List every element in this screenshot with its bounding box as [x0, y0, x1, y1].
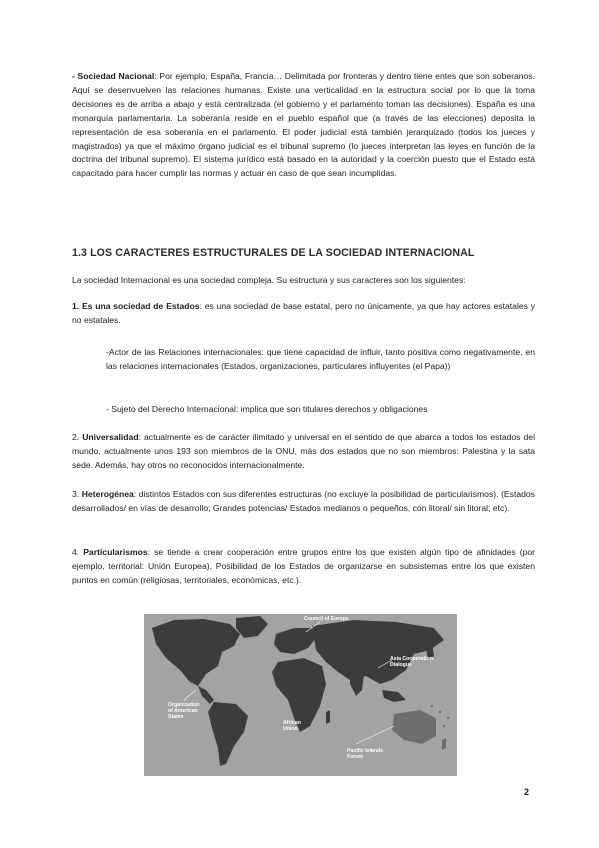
world-organizations-map [144, 614, 457, 776]
subitem-actor: -Actor de las Relaciones internacionales: que tiene capacidad de influir, tanto positiva como negativamente, en las relaciones internacionales (Estados, organizaciones, particulares influyentes (el Papa)) [106, 347, 535, 371]
item-sociedad-de-estados: 1. Es una sociedad de Estados: es una sociedad de base estatal, pero no únicamente, ya que hay actores estatales y no estatales. [72, 301, 535, 325]
landmass-madagascar [326, 710, 330, 724]
landmass-australia [392, 710, 436, 744]
landmass-new-zealand [442, 738, 446, 750]
term-particularismos: Particularismos [83, 547, 148, 557]
landmass-europe [274, 628, 316, 654]
landmass-southeast-asia [382, 690, 406, 702]
label-pacific-islands-forum: Pacific Islands Forum [347, 748, 384, 760]
label-african-union: African Union [283, 720, 301, 732]
landmass-greenland [236, 616, 268, 638]
page-number: 2 [524, 787, 530, 797]
label-council-of-europe: Council of Europe [304, 616, 349, 622]
landmass-north-america [152, 619, 240, 686]
label-asia-cooperation-dialogue: Asia Cooperation Dialogue [390, 656, 433, 668]
item-particularismos: 4. Particularismos: se tiende a crear cooperación entre grupos entre los que existen algún tipo de afinidades (por ejemplo, territorial: Unión Europea). Posibilidad de los Estados de organizarse en subsistemas entre los que existen puntos en común (religiosas, territoriales, económicas, etc.). [72, 547, 536, 585]
section-heading: 1.3 LOS CARACTERES ESTRUCTURALES DE LA SOCIEDAD INTERNACIONAL [72, 247, 475, 259]
subitem-sujeto: - Sujeto del Derecho Internacional: implica que son titulares derechos y obligaciones [106, 404, 428, 414]
map-graphic [144, 614, 457, 776]
term-sociedad-nacional: - Sociedad Nacional [72, 71, 155, 81]
landmass-central-america [198, 686, 214, 704]
landmass-india [350, 672, 364, 696]
paragraph-sociedad-nacional: - Sociedad Nacional: Por ejemplo, España, Francia… Delimitada por fronteras y dentro tiene entes que son soberanos. Aquí se desenvuelven las relaciones humanas. Existe una verticalidad en la estructura social por lo que la toma decisiones es de arriba a abajo y está centralizada (el gobierno y el parlamento toman las decisiones). España es una monarquía parlamentaria. La soberanía reside en el pueblo español que (a través de las elecciones) deposita la representación de esa soberanía en el parlamento. El poder judicial está también jerarquizado (todos los jueces y magistrados) ya que el máximo órgano judicial es el tribunal supremo (lo jueces interpretan las leyes en función de la doctrina del tribunal supremo). El sistema jurídico está basado en la autoridad y la coerción puesto que el Estado está capacitado para hacer cumplir las normas y actuar en caso de que sean incumplidas. [72, 71, 535, 179]
item-heterogenea: 3. Heterogénea: distintos Estados con sus diferentes estructuras (no excluye la posibilidad de particularismos). (Estados desarrollados/ en vías de desarrollo; Grandes potencias/ Estados medianos o pequeños, con litoral/ sin litoral; etc). [72, 489, 535, 513]
item-universalidad: 2. Universalidad: actualmente es de carácter ilimitado y universal en el sentido de que abarca a todos los estados del mundo, actualmente unos 193 son miembros de la ONU, más dos estados que no son miembros: Palestina y la sata sede. Además, hay otros no reconocidos internacionalmente. [72, 432, 535, 470]
term-universalidad: Universalidad [82, 432, 139, 442]
label-organization-of-american-states: Organization of American States [168, 702, 200, 720]
term-heterogenea: Heterogénea [81, 489, 134, 499]
landmass-asia [312, 620, 444, 684]
paragraph-intro: La sociedad Internacional es una sociedad compleja. Su estructura y sus caracteres son los siguientes: [72, 275, 466, 285]
landmass-south-america [208, 702, 248, 766]
term-sociedad-de-estados: 1. Es una sociedad de Estados [72, 301, 200, 311]
